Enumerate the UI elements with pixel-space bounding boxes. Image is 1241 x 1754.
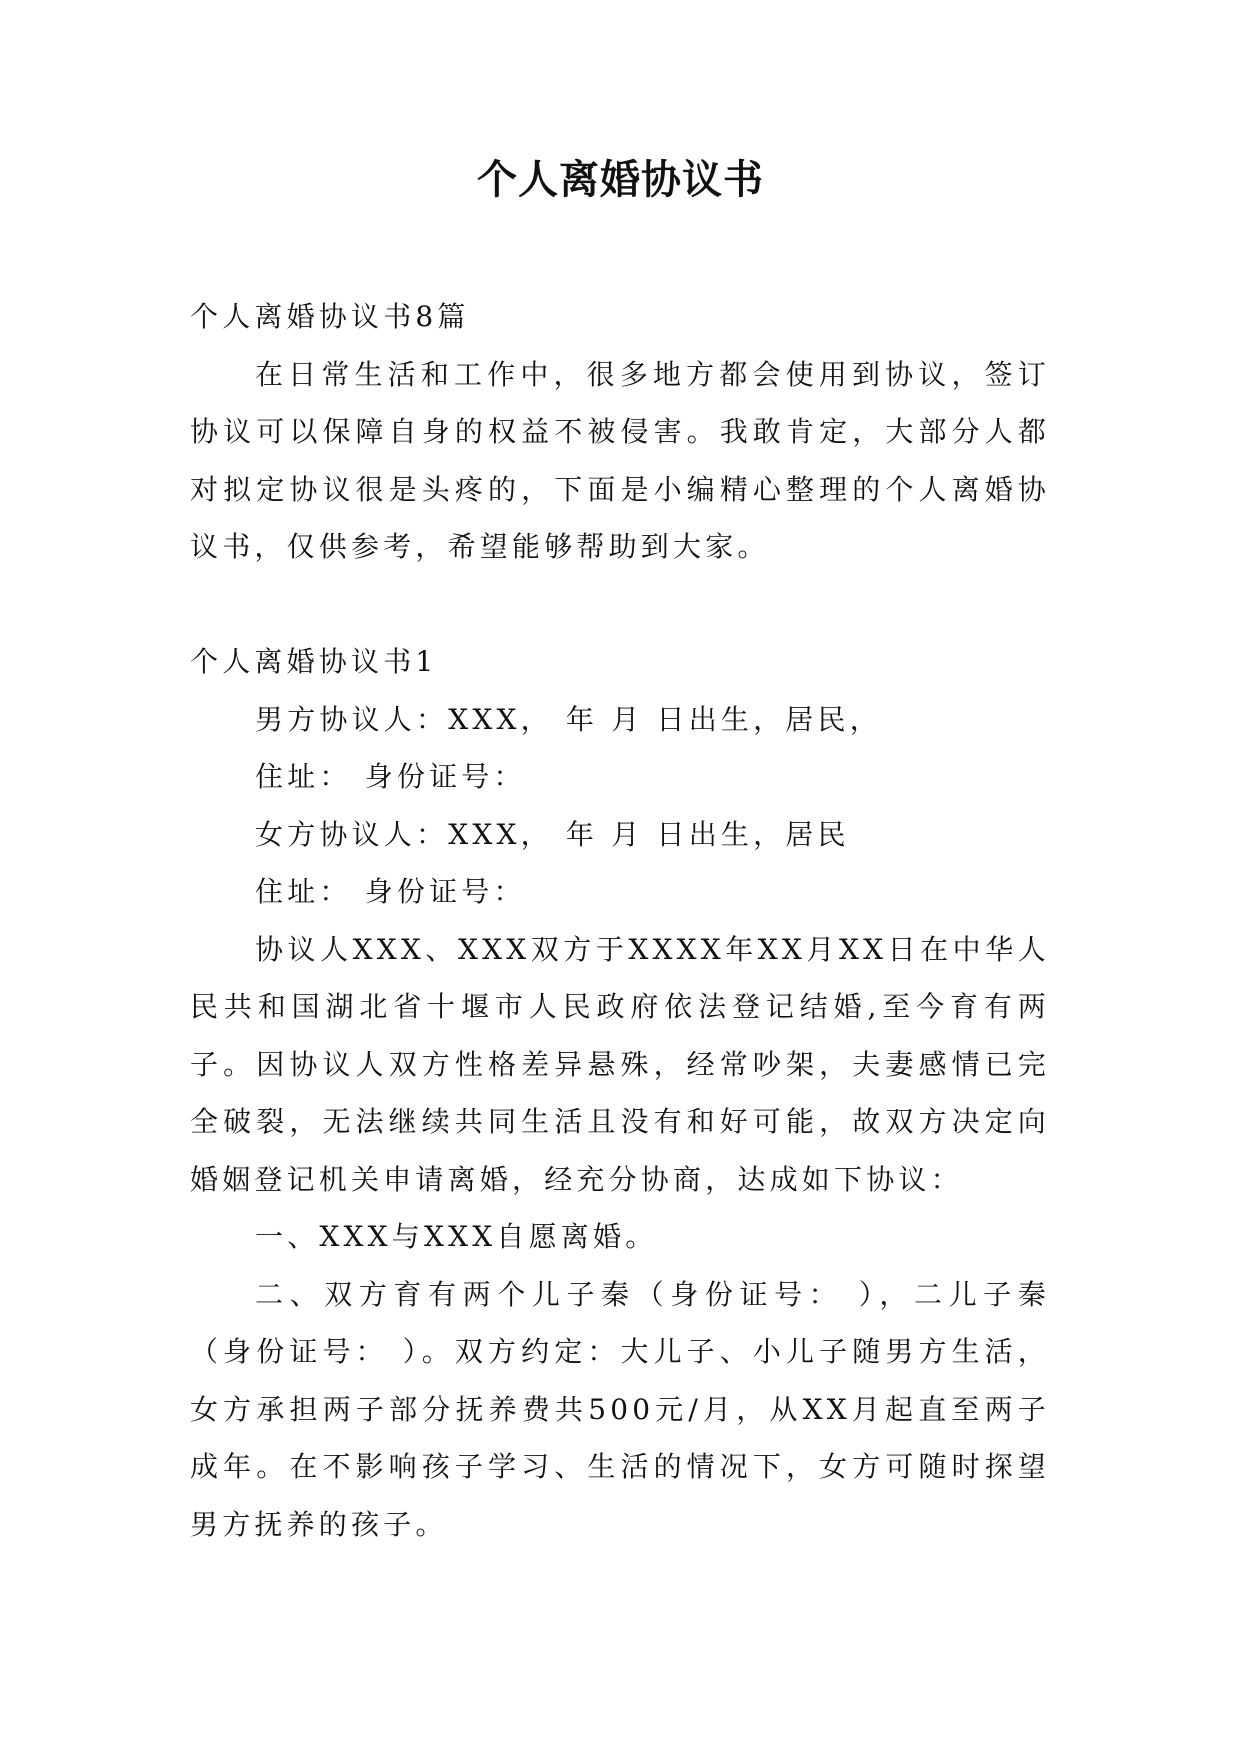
clause-2: 二、双方育有两个儿子秦（身份证号： ），二儿子秦（身份证号： ）。双方约定：大儿子、小儿子随男方生活，女方承担两子部分抚养费共500元/月，从XX月起直至两子成年。在不影响孩子学习、生活的情况下，女方可随时探望男方抚养的孩子。	[190, 1277, 1050, 1541]
clause-1: 一、XXX与XXX自愿离婚。	[255, 1220, 658, 1253]
document-title: 个人离婚协议书	[477, 156, 764, 203]
intro-paragraph: 在日常生活和工作中，很多地方都会使用到协议，签订协议可以保障自身的权益不被侵害。我敢肯定，大部分人都对拟定协议很是头疼的，下面是小编精心整理的个人离婚协议书，仅供参考，希望能够帮助到大家。	[190, 357, 1050, 563]
male-address-line: 住址： 身份证号：	[255, 760, 526, 793]
male-party-line: 男方协议人：XXX， 年 月 日出生，居民，	[255, 702, 882, 736]
female-party-line: 女方协议人：XXX， 年 月 日出生，居民	[255, 817, 850, 851]
agreement-preamble: 协议人XXX、XXX双方于XXXX年XX月XX日在中华人民共和国湖北省十堰市人民政府依法登记结婚,至今育有两子。因协议人双方性格差异悬殊，经常吵架，夫妻感情已完全破裂，无法继续共同生活且没有和好可能，故双方决定向婚姻登记机关申请离婚，经充分协商，达成如下协议：	[190, 932, 1050, 1196]
document-body	[190, 288, 1050, 1553]
paragraph-spacer	[190, 576, 1050, 634]
female-address-line: 住址： 身份证号：	[255, 875, 526, 908]
document-subtitle: 个人离婚协议书8篇	[190, 300, 470, 333]
section-heading: 个人离婚协议书1	[190, 645, 438, 678]
